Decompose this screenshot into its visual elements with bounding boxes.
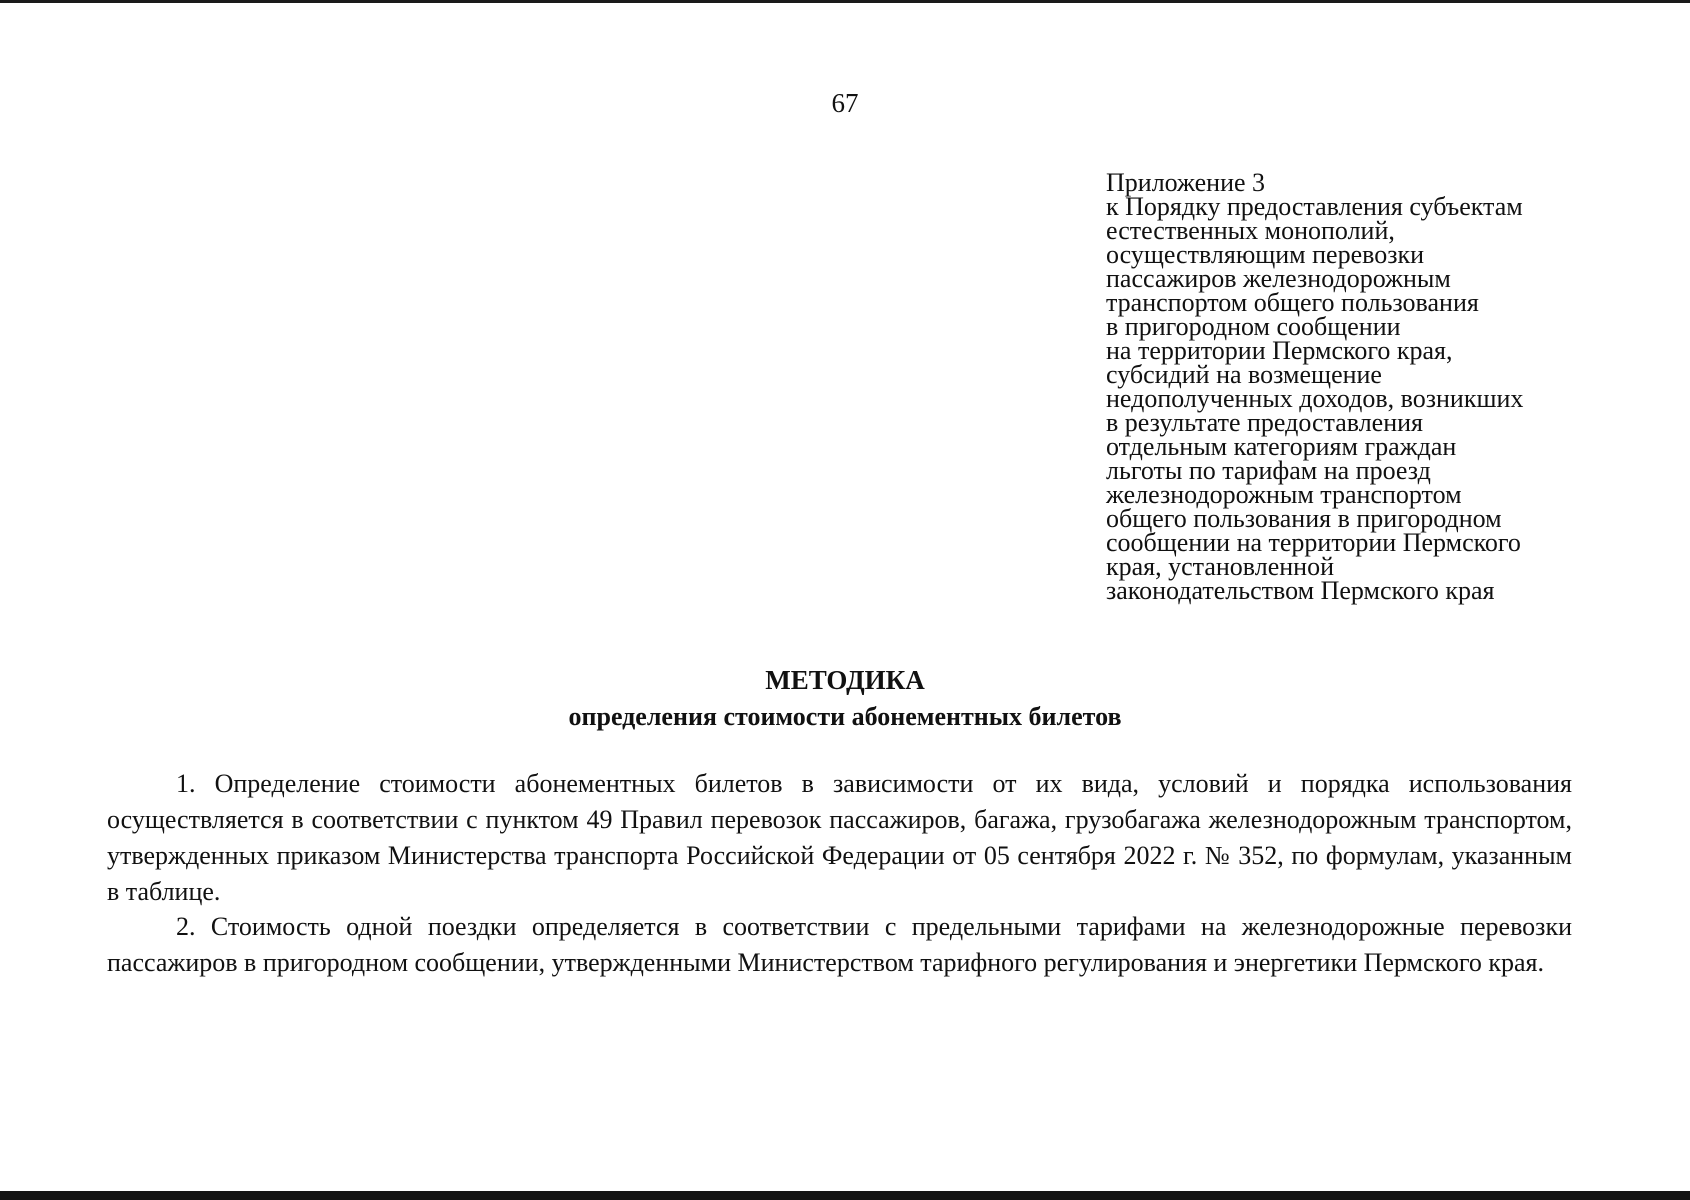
scan-edge-bottom <box>0 1191 1690 1200</box>
appendix-line: общего пользования в пригородном <box>1106 504 1502 533</box>
appendix-line: осуществляющим перевозки <box>1106 240 1425 269</box>
appendix-line: отдельным категориям граждан <box>1106 432 1457 461</box>
appendix-header <box>1106 168 1576 605</box>
appendix-line: на территории Пермского края, <box>1106 336 1453 365</box>
appendix-line: естественных монополий, <box>1106 216 1395 245</box>
appendix-line: железнодорожным транспортом <box>1106 480 1462 509</box>
appendix-line: льготы по тарифам на проезд <box>1106 456 1431 485</box>
appendix-line: транспортом общего пользования <box>1106 288 1479 317</box>
document-subtitle: определения стоимости абонементных билетов <box>568 702 1122 731</box>
scan-edge-top <box>0 0 1690 3</box>
appendix-line: субсидий на возмещение <box>1106 360 1382 389</box>
appendix-line: в результате предоставления <box>1106 408 1423 437</box>
appendix-line: Приложение 3 <box>1106 168 1266 197</box>
appendix-line: сообщении на территории Пермского <box>1106 528 1521 557</box>
appendix-line: недополученных доходов, возникших <box>1106 384 1524 413</box>
appendix-line: законодательством Пермского края <box>1106 576 1495 605</box>
paragraph-2: 2. Стоимость одной поездки определяется в соответствии с предельными тарифами на железнодорожные перевозки пассажиров в пригородном сообщении, утвержденными Министерством тарифного регулирования и энергетики Пермского края. <box>107 912 1572 977</box>
page-number: 67 <box>831 88 859 118</box>
appendix-line: края, установленной <box>1106 552 1334 581</box>
appendix-line: к Порядку предоставления субъектам <box>1106 192 1523 221</box>
appendix-line: в пригородном сообщении <box>1106 312 1401 341</box>
appendix-line: пассажиров железнодорожным <box>1106 264 1451 293</box>
document-title: МЕТОДИКА <box>765 665 925 695</box>
paragraph-1: 1. Определение стоимости абонементных билетов в зависимости от их вида, условий и порядка использования осуществляется в соответствии с пунктом 49 Правил перевозок пассажиров, багажа, грузобагажа железнодорожным транспортом, утвержденных приказом Министерства транспорта Российской Федерации от 05 сентября 2022 г. № 352, по формулам, указанным в таблице. <box>107 769 1572 906</box>
